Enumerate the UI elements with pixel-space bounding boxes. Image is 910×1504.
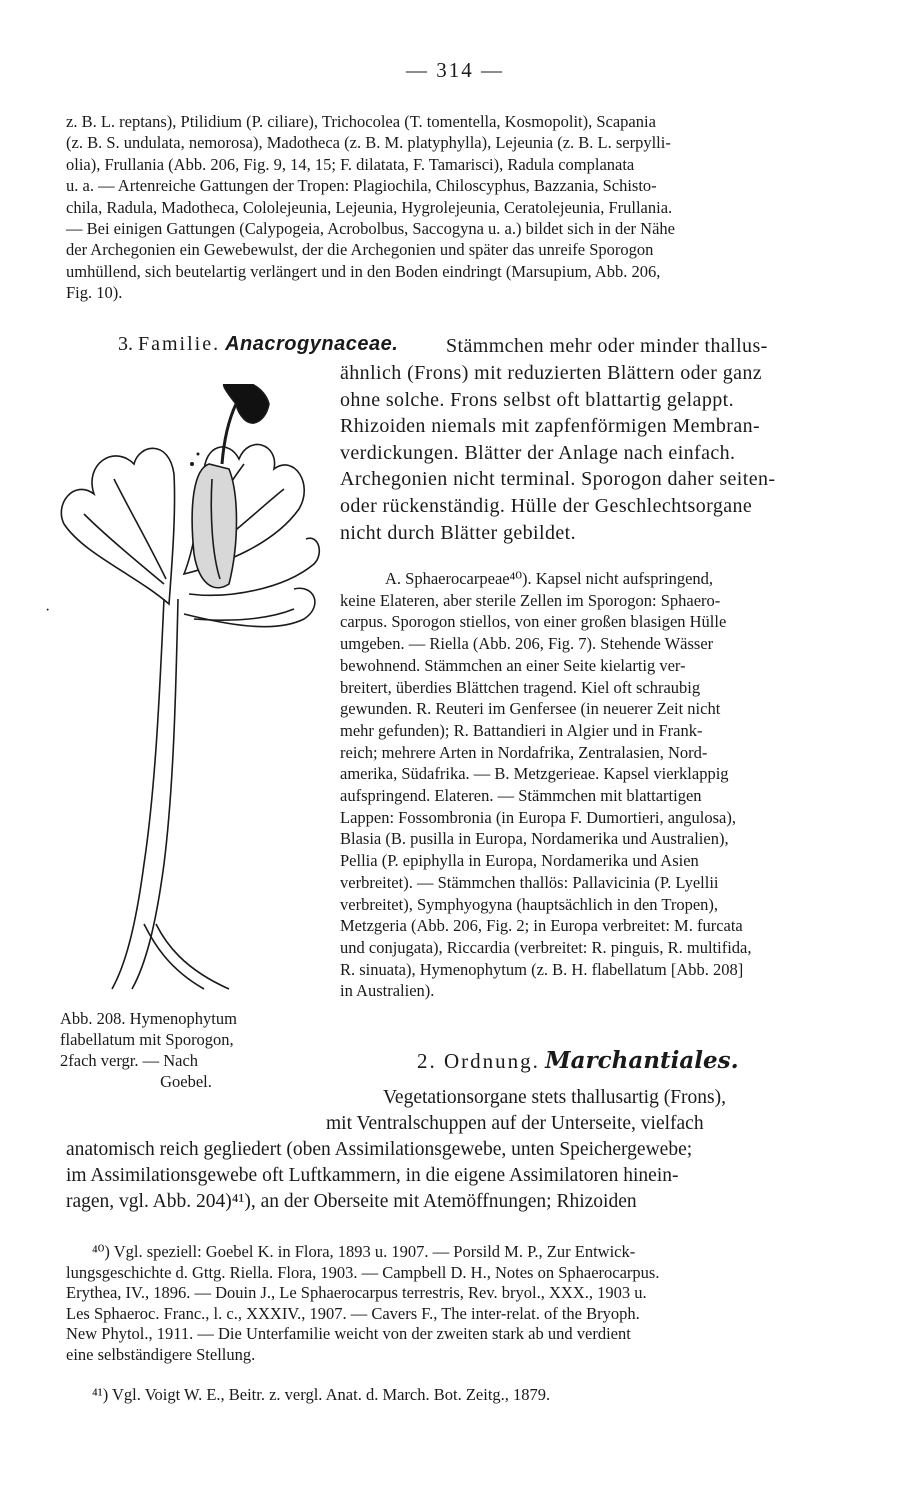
text-line: aufspringend. Elateren. — Stämmchen mit blattartigen [340, 786, 702, 806]
footnote-41 [66, 1385, 876, 1406]
text-line: anatomisch reich gegliedert (oben Assimilationsgewebe, unten Speichergewebe; [66, 1139, 693, 1160]
text-line: und conjugata), Riccardia (verbreitet: R. pinguis, R. multifida, [340, 937, 752, 957]
text-line: mehr gefunden); R. Battandieri in Algier und in Frank- [340, 720, 703, 740]
family-number: 3. [118, 333, 133, 355]
family-heading [118, 333, 398, 356]
text-line: R. sinuata), Hymenophytum (z. B. H. flabellatum [Abb. 208] [340, 959, 744, 979]
text-line: bewohnend. Stämmchen an einer Seite kielartig ver- [340, 655, 686, 675]
text-line: gewunden. R. Reuteri im Genfersee (in neuerer Zeit nicht [340, 699, 721, 719]
text-line: ohne solche. Frons selbst oft blattartig gelappt. [340, 388, 734, 411]
footnote-40 [66, 1242, 876, 1366]
text-line: eine selbständigere Stellung. [66, 1344, 256, 1364]
text-line: u. a. — Artenreiche Gattungen der Tropen: Plagiochila, Chiloscyphus, Bazzania, Schisto- [66, 176, 657, 196]
text-line: olia), Frullania (Abb. 206, Fig. 9, 14, 15; F. dilatata, F. Tamarisci), Radula complanata [66, 154, 635, 174]
text-line: ähnlich (Frons) mit reduzierten Blättern oder ganz [340, 362, 763, 384]
text-line: Pellia (P. epiphylla in Europa, Nordamerika und Asien [340, 851, 699, 871]
hymenophytum-illustration [44, 384, 330, 1004]
text-line: ⁴⁰) Vgl. speziell: Goebel K. in Flora, 1893 u. 1907. — Porsild M. P., Zur Entwick- [92, 1242, 636, 1261]
text-line: (z. B. S. undulata, nemorosa), Madotheca (z. B. M. platyphylla), Lejeunia (z. B. L. serpylli- [66, 133, 671, 153]
text-line: z. B. L. reptans), Ptilidium (P. ciliare), Trichocolea (T. tomentella, Kosmopolit), Scapania [66, 112, 656, 131]
text-line: ⁴¹) Vgl. Voigt W. E., Beitr. z. vergl. Anat. d. March. Bot. Zeitg., 1879. [92, 1385, 551, 1404]
text-line: amerika, Südafrika. — B. Metzgerieae. Kapsel vierklappig [340, 764, 729, 784]
text-line: umhüllend, sich beutelartig verlängert und in den Boden eindringt (Marsupium, Abb. 206, [66, 261, 661, 281]
family-name: Anacrogynaceae. [225, 333, 399, 355]
family-first-line: Stämmchen mehr oder minder thallus- [446, 335, 768, 357]
text-line: mit Ventralschuppen auf der Unterseite, vielfach [326, 1113, 704, 1134]
text-line: der Archegonien ein Gewebewulst, der die Archegonien und später das unreife Sporogon [66, 240, 654, 260]
caption-line: Goebel. [160, 1072, 212, 1091]
text-line: Erythea, IV., 1896. — Douin J., Le Sphaerocarpus terrestris, Rev. bryol., XXX., 1903 u. [66, 1283, 647, 1303]
vegetation-paragraph [66, 1111, 871, 1215]
text-line: ragen, vgl. Abb. 204)⁴¹), an der Oberseite mit Atemöffnungen; Rhizoiden [66, 1191, 637, 1212]
text-line: verbreitet), Symphyogyna (hauptsächlich in den Tropen), [340, 894, 719, 914]
text-line: — Bei einigen Gattungen (Calypogeia, Acrobolbus, Saccogyna u. a.) bildet sich in der Nähe [66, 219, 675, 239]
caption-line: Abb. 208. Hymenophytum [60, 1009, 237, 1028]
figure-caption [60, 1008, 312, 1092]
text-line: Les Sphaeroc. Franc., l. c., XXXIV., 1907. — Cavers F., The inter-relat. of the Bryoph. [66, 1303, 640, 1323]
text-line: verbreitet). — Stämmchen thallös: Pallavicinia (P. Lyellii [340, 872, 719, 892]
order-prefix: 2. Ordnung. [417, 1049, 540, 1073]
text-line: Lappen: Fossombronia (in Europa F. Dumortieri, angulosa), [340, 807, 736, 827]
text-line: Blasia (B. pusilla in Europa, Nordamerika und Australien), [340, 829, 729, 849]
subfamily-a-paragraph [340, 568, 867, 1002]
margin-dot: · [45, 602, 51, 619]
family-label: Familie. [138, 333, 221, 355]
text-line: in Australien). [340, 981, 435, 1001]
top-paragraph [66, 111, 876, 304]
text-line: oder rückenständig. Hülle der Geschlechtsorgane [340, 494, 753, 517]
order-heading [417, 1047, 739, 1074]
text-line: keine Elateren, aber sterile Zellen im Sporogon: Sphaero- [340, 590, 721, 610]
caption-line: flabellatum mit Sporogon, [60, 1030, 234, 1049]
vegetation-first-line: Vegetationsorgane stets thallusartig (Frons), [383, 1087, 726, 1108]
text-line: Archegonien nicht terminal. Sporogon daher seiten- [340, 468, 776, 491]
text-line: A. Sphaerocarpeae⁴⁰). Kapsel nicht aufspringend, [385, 569, 714, 588]
text-line: Fig. 10). [66, 283, 123, 303]
text-line: Rhizoiden niemals mit zapfenförmigen Membran- [340, 415, 761, 438]
family-description [340, 360, 867, 546]
text-line: reich; mehrere Arten in Nordafrika, Zentralasien, Nord- [340, 742, 708, 762]
text-line: umgeben. — Riella (Abb. 206, Fig. 7). Stehende Wässer [340, 634, 714, 654]
order-name: Marchantiales. [545, 1047, 739, 1074]
text-line: chila, Radula, Madotheca, Cololejeunia, Lejeunia, Hygrolejeunia, Ceratolejeunia, Frullania. [66, 197, 673, 217]
text-line: New Phytol., 1911. — Die Unterfamilie weicht von der zweiten stark ab und verdient [66, 1324, 631, 1344]
text-line: carpus. Sporogon stiellos, von einer großen blasigen Hülle [340, 612, 727, 632]
text-line: Metzgeria (Abb. 206, Fig. 2; in Europa verbreitet: M. furcata [340, 916, 743, 936]
text-line: nicht durch Blätter gebildet. [340, 521, 576, 544]
page-number: — 314 — [406, 58, 504, 82]
text-line: im Assimilationsgewebe oft Luftkammern, in die eigene Assimilatoren hinein- [66, 1165, 679, 1186]
caption-line: 2fach vergr. — Nach [60, 1051, 199, 1070]
text-line: verdickungen. Blätter der Anlage nach einfach. [340, 441, 736, 464]
text-line: breitert, überdies Blättchen tragend. Kiel oft schraubig [340, 677, 701, 697]
text-line: lungsgeschichte d. Gttg. Riella. Flora, 1903. — Campbell D. H., Notes on Sphaerocarpus. [66, 1262, 660, 1282]
